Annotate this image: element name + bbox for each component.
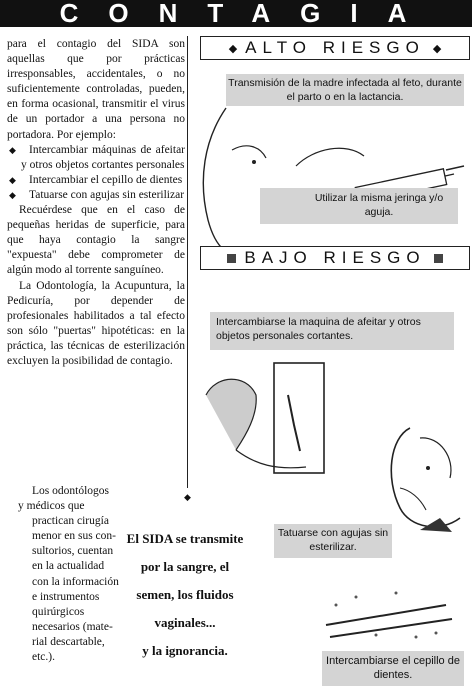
diamond-icon: ◆ — [184, 492, 191, 502]
caption-cepillo: Intercambiarse el cepillo de dientes. — [322, 651, 464, 686]
text-line: e instrumentos — [32, 590, 100, 603]
text-line: con la información — [32, 575, 119, 588]
quote-line: y la ignorancia. — [142, 643, 228, 658]
quote-line: semen, los fluidos — [136, 587, 234, 602]
quote-line: vaginales... — [154, 615, 216, 630]
text-line: quirúrgicos — [32, 605, 85, 618]
woman-tattoo-illustration — [380, 418, 470, 538]
pregnancy-syringe-illustration — [196, 100, 468, 250]
left-column — [7, 37, 185, 369]
caption-tatuarse: Tatuarse con agujas sin esterilizar. — [274, 524, 392, 558]
quote-line: por la sangre, el — [140, 559, 230, 574]
bottom-left-text — [18, 484, 132, 665]
bullet-item: ◆ Tatuarse con agujas sin esterilizar — [7, 188, 185, 203]
alto-riesgo-title: ALTO RIESGO — [245, 38, 425, 57]
text-line: sultorios, cuentan — [32, 545, 114, 558]
caption-maquina-afeitar: Intercambiarse la maquina de afeitar y otros objetos personales cortantes. — [210, 312, 454, 350]
square-icon — [434, 254, 443, 263]
diamond-icon: ◆ — [228, 42, 238, 55]
paragraph-heridas: Recuérdese que en el caso de pequeñas heridas de superficie, para que haya contagio la sangre "expuesta" debe comprometer de algún modo al torrente sanguíneo. — [7, 204, 185, 277]
text-line: en la actualidad — [32, 560, 105, 573]
quote-line: El SIDA se transmite — [126, 531, 244, 546]
caption-jeringa: Utilizar la misma jeringa y/o aguja. — [260, 188, 458, 224]
bullet-item: ◆ Intercambiar máquinas de afeitar y otros objetos cortantes personales — [7, 143, 185, 173]
intro-paragraph: para el contagio del SIDA son aquellas que por prácticas irresponsables, accidentales, o no suficientemente controladas, pueden, en forma ocasional, transmitir el virus de un portador a una persona no portadora. Por ejemplo: — [7, 38, 185, 141]
alto-riesgo-heading — [200, 36, 470, 60]
text-line: Los odontólogos — [32, 485, 109, 497]
bullet-item: ◆ Intercambiar el cepillo de dientes — [7, 173, 185, 188]
paragraph-odontologia: La Odontología, la Acupuntura, la Pedicuría, por depender de profesionales habilitados a tal efecto son sólo "puertas" hipotéticas: en la práctica, las técnicas de esterilización excluyen la posibilidad de contagio. — [7, 279, 185, 367]
square-icon — [227, 254, 236, 263]
toothbrush-illustration — [316, 585, 466, 651]
text-line: y médicos que — [18, 500, 85, 513]
bajo-riesgo-heading — [200, 246, 470, 270]
caption-madre-feto: Transmisión de la madre infectada al feto, durante el parto o en la lactancia. — [226, 74, 464, 106]
text-line: menor en sus con- — [32, 530, 116, 543]
column-divider — [187, 36, 188, 488]
banner-title: CONTAGIA — [59, 0, 437, 28]
text-line: etc.). — [32, 651, 55, 664]
text-line: necesarios (mate- — [32, 620, 113, 633]
bajo-riesgo-title: BAJO RIESGO — [244, 248, 426, 267]
pull-quote — [120, 525, 250, 665]
text-line: rial descartable, — [32, 635, 105, 648]
diamond-icon: ◆ — [432, 42, 442, 55]
text-line: practican cirugía — [32, 515, 109, 528]
shaving-illustration — [196, 355, 336, 490]
